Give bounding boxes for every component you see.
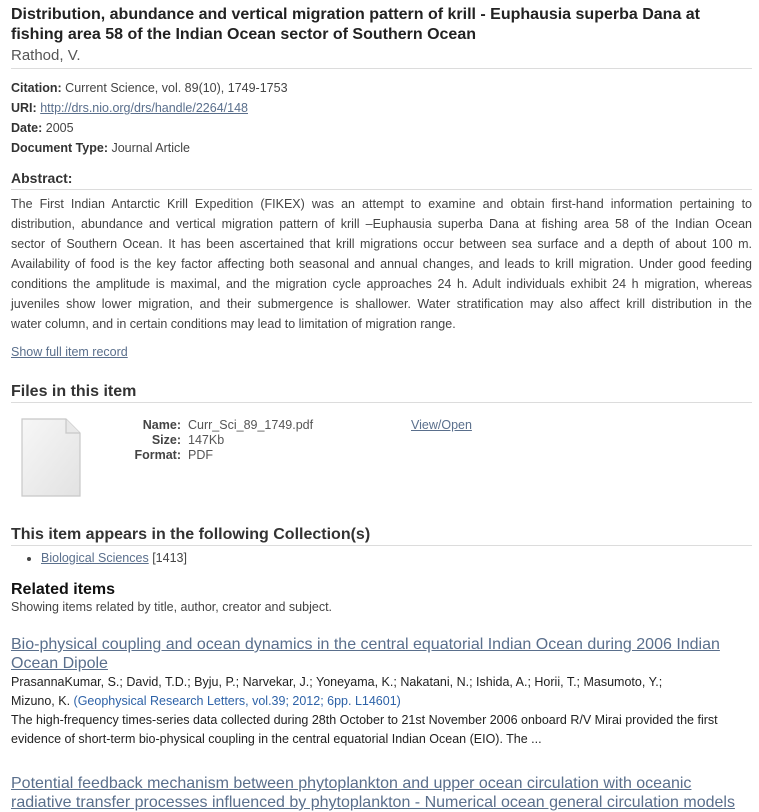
- divider: [11, 402, 752, 403]
- related-item-link[interactable]: [11, 636, 720, 672]
- collection-count: [1413]: [152, 551, 187, 565]
- uri-row: [11, 100, 248, 116]
- divider: [11, 68, 752, 69]
- related-item-link[interactable]: [11, 775, 735, 811]
- date-label: Date:: [11, 121, 43, 135]
- citation-row: [11, 80, 288, 96]
- uri-link[interactable]: http://drs.nio.org/drs/handle/2264/148: [40, 101, 248, 115]
- abstract-line: Availability of food is the key factor affecting both seasonal and annual changes, and leads to krill migration. Under good feeding: [11, 257, 752, 271]
- related-item-title: [11, 635, 741, 673]
- date-row: [11, 120, 74, 136]
- show-full-record-link[interactable]: Show full item record: [11, 345, 128, 359]
- related-items-heading: Related items: [11, 581, 116, 598]
- view-open-link[interactable]: View/Open: [411, 418, 472, 432]
- files-heading: Files in this item: [11, 383, 137, 400]
- related-items-subheading: Showing items related by title, author, creator and subject.: [11, 600, 333, 614]
- doctype-row: [11, 140, 190, 156]
- abstract-line: water column, and in certain conditions may lead to limitation of migration range.: [11, 317, 456, 331]
- file-format-label: Format:: [134, 448, 181, 462]
- file-size-value: 147Kb: [188, 433, 225, 447]
- abstract-line: The First Indian Antarctic Krill Expedition (FIKEX) was an attempt to examine and obtain first-hand information pertaining to: [11, 197, 752, 211]
- snippet-line: The high-frequency times-series data collected during 28th October to 21st November 2006 onboard R/V Mirai provided the first: [11, 713, 718, 727]
- doctype-label: Document Type:: [11, 141, 108, 155]
- abstract-text: [11, 194, 752, 334]
- abstract-line: conditions the amplitude is maximal, and the migration cycle approaches 24 h. Adult individuals exhibit 24 h migration, whereas: [11, 277, 752, 291]
- related-title-line: radiative transfer processes influenced by phytoplankton - Numerical ocean general circulation models: [11, 794, 735, 811]
- related-title-line: Bio-physical coupling and ocean dynamics in the central equatorial Indian Ocean during 2006 Indian: [11, 636, 720, 653]
- file-name-value: Curr_Sci_89_1749.pdf: [188, 418, 314, 432]
- divider: [11, 189, 752, 190]
- related-title-line: Ocean Dipole: [11, 655, 108, 672]
- collections-heading: This item appears in the following Collection(s): [11, 526, 371, 543]
- authors-line: [11, 692, 752, 711]
- related-title-line: Potential feedback mechanism between phytoplankton and upper ocean circulation with oceanic: [11, 775, 692, 792]
- uri-label: URI:: [11, 101, 37, 115]
- file-name-label: Name:: [142, 418, 181, 432]
- citation-value: Current Science, vol. 89(10), 1749-1753: [65, 81, 288, 95]
- citation-label: Citation:: [11, 81, 62, 95]
- divider: [11, 545, 752, 546]
- related-item-title: [11, 774, 741, 812]
- bullet-icon: [27, 557, 31, 561]
- related-item-publication: (Geophysical Research Letters, vol.39; 2012; 6pp. L14601): [73, 694, 401, 708]
- collection-link[interactable]: Biological Sciences: [41, 551, 149, 565]
- related-item-authors: [11, 673, 752, 711]
- collection-item: [41, 551, 187, 565]
- doctype-value: Journal Article: [111, 141, 190, 155]
- file-size-label: Size:: [151, 433, 181, 447]
- file-format-value: PDF: [188, 448, 213, 462]
- abstract-line: sector of Southern Ocean. It has been ascertained that krill migrations occur between sea surface and a depth of about 100 m.: [11, 237, 752, 251]
- date-value: 2005: [45, 121, 74, 135]
- page-title: [11, 5, 741, 45]
- abstract-line: distribution, abundance and vertical migration pattern of krill –Euphausia superba Dana at fishing area 58 of the Indian Ocean: [11, 217, 752, 231]
- related-item-snippet: [11, 711, 752, 749]
- title-line: fishing area 58 of the Indian Ocean sector of Southern Ocean: [11, 26, 476, 43]
- author-name: Rathod, V.: [11, 47, 81, 64]
- abstract-line: juveniles show lower migration, and their submergence is shallower. Water stratification may also affect krill distribution in the: [11, 297, 752, 311]
- authors-line-2: Mizuno, K.: [11, 694, 71, 708]
- authors-line: PrasannaKumar, S.; David, T.D.; Byju, P.; Narvekar, J.; Yoneyama, K.; Nakatani, N.; Ishida, A.; Horii, T.; Masumoto, Y.;: [11, 675, 663, 689]
- abstract-heading: Abstract:: [11, 170, 73, 186]
- title-line: Distribution, abundance and vertical migration pattern of krill - Euphausia superba Dana at: [11, 6, 701, 23]
- snippet-line: evidence of short-term bio-physical coupling in the central equatorial Indian Ocean (EIO). The ...: [11, 732, 542, 746]
